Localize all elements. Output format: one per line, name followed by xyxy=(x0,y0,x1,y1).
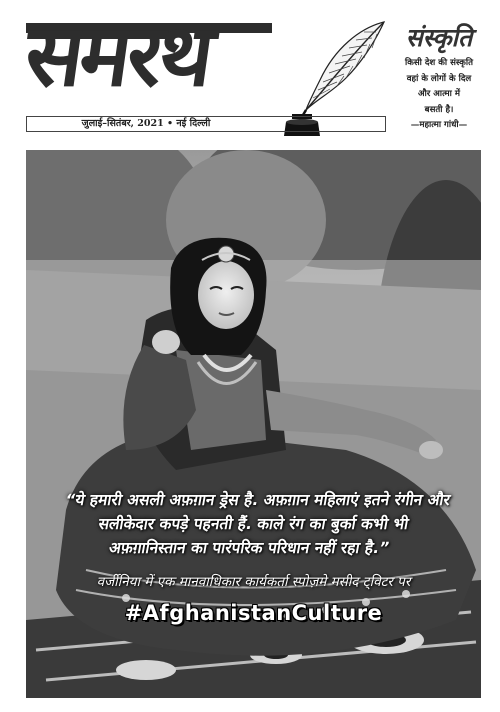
cover-quote xyxy=(26,488,481,560)
cover-quote-source: वर्जीनिया में एक मानवाधिकार कार्यकर्ता स्पोज़मे मसीद ट्विटर पर xyxy=(96,574,411,590)
culture-heading: संस्कृति xyxy=(405,23,473,52)
issue-date-place: जुलाई–सितंबर, 2021 • नई दिल्ली xyxy=(81,118,211,129)
quote-attribution: —महात्मा गांधी— xyxy=(410,120,468,130)
cover-quote-line: अफ़ग़ानिस्तान का पारंपरिक परिधान नहीं रहा है.” xyxy=(107,539,391,557)
quote-line: और आत्मा में xyxy=(418,89,460,99)
issue-info-box xyxy=(26,116,386,132)
quote-line: बसती है। xyxy=(424,104,454,115)
cover-hashtag: #AfghanistanCulture xyxy=(124,601,383,625)
cover-quote-line: “ये हमारी असली अफ़ग़ान ड्रेस है. अफ़ग़ान महिलाएं इतने रंगीन और xyxy=(63,491,452,509)
gandhi-quote xyxy=(384,56,494,134)
magazine-title: समरथ xyxy=(18,6,217,106)
quote-line: वहां के लोगों के दिल xyxy=(406,73,472,84)
quote-line: किसी देश की संस्कृति xyxy=(405,58,473,68)
cover-quote-line: सलीकेदार कपड़े पहनती हैं. काले रंग का बुर्का कभी भी xyxy=(97,515,410,533)
cover-photo xyxy=(26,150,481,698)
